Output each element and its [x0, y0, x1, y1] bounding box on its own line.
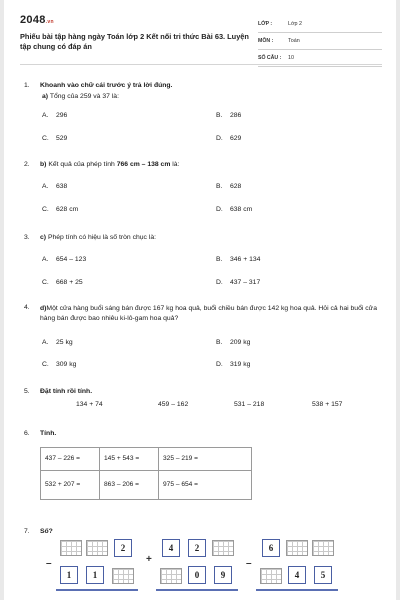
header-divider	[20, 64, 382, 65]
option-text: 629	[230, 135, 242, 142]
question-prompt	[40, 234, 380, 242]
calc-item: 531 – 218	[234, 401, 265, 408]
calc-table	[40, 447, 252, 500]
question-prompt	[40, 161, 380, 169]
sum-line	[256, 589, 338, 591]
grid-cell	[260, 568, 282, 584]
question-number: 7.	[24, 528, 30, 535]
option-text: 654 – 123	[56, 256, 87, 263]
option-label: B.	[216, 183, 223, 190]
option-label: D.	[216, 361, 223, 368]
meta-row-subject	[258, 35, 382, 50]
logo-suffix: .vn	[45, 19, 54, 25]
option-label: B.	[216, 256, 223, 263]
digit-box[interactable]: 1	[60, 566, 78, 584]
option-a[interactable]	[42, 256, 86, 264]
sub-text: Tổng của 259 và 37 là:	[49, 93, 119, 100]
table-cell[interactable]: 975 – 654 =	[159, 471, 252, 500]
grid-cell	[160, 568, 182, 584]
option-label: D.	[216, 206, 223, 213]
question-prompt: Đặt tính rồi tính.	[40, 388, 93, 395]
question-prompt	[40, 304, 380, 324]
option-text: 529	[56, 135, 68, 142]
meta-key: SỐ CÂU :	[258, 55, 282, 61]
meta-key: LỚP :	[258, 21, 273, 27]
option-text: 628	[230, 183, 242, 190]
question-number: 6.	[24, 430, 30, 437]
option-d[interactable]	[216, 279, 260, 287]
digit-box[interactable]: 6	[262, 539, 280, 557]
option-a[interactable]	[42, 339, 73, 347]
digit-box[interactable]: 5	[314, 566, 332, 584]
prompt-expression: 766 cm – 138 cm	[116, 161, 171, 168]
question-number: 4.	[24, 304, 30, 311]
digit-box[interactable]: 2	[188, 539, 206, 557]
question-sub	[42, 93, 119, 101]
operator-sign: –	[46, 558, 52, 569]
question-number: 2.	[24, 161, 30, 168]
option-c[interactable]	[42, 206, 78, 214]
option-label: A.	[42, 339, 49, 346]
option-label: B.	[216, 339, 223, 346]
calc-item: 459 – 162	[158, 401, 189, 408]
option-label: C.	[42, 361, 49, 368]
option-text: 25 kg	[56, 339, 73, 346]
option-b[interactable]	[216, 183, 241, 191]
table-cell[interactable]: 325 – 219 =	[159, 448, 252, 471]
option-label: C.	[42, 279, 49, 286]
grid-cell	[86, 540, 108, 556]
site-logo[interactable]	[20, 14, 54, 28]
meta-panel	[258, 18, 382, 69]
sub-label: c)	[40, 234, 47, 241]
question-prompt: Khoanh vào chữ cái trước ý trả lời đúng.	[40, 82, 173, 89]
option-label: A.	[42, 256, 49, 263]
calc-item: 134 + 74	[76, 401, 103, 408]
digit-box[interactable]: 2	[114, 539, 132, 557]
digit-box[interactable]: 0	[188, 566, 206, 584]
question-number: 5.	[24, 388, 30, 395]
option-text: 668 + 25	[56, 279, 83, 286]
meta-row-grade	[258, 18, 382, 33]
option-label: C.	[42, 206, 49, 213]
operator-sign: –	[246, 558, 252, 569]
option-text: 319 kg	[230, 361, 251, 368]
option-c[interactable]	[42, 135, 67, 143]
prompt-post: là:	[172, 161, 180, 168]
option-c[interactable]	[42, 279, 83, 287]
option-b[interactable]	[216, 112, 241, 120]
meta-key: MÔN :	[258, 38, 274, 44]
option-label: A.	[42, 183, 49, 190]
option-text: 346 + 134	[230, 256, 261, 263]
option-a[interactable]	[42, 112, 67, 120]
option-d[interactable]	[216, 361, 250, 369]
option-d[interactable]	[216, 206, 252, 214]
sum-line	[56, 589, 138, 591]
calc-item: 538 + 157	[312, 401, 343, 408]
option-text: 628 cm	[56, 206, 79, 213]
digit-box[interactable]: 1	[86, 566, 104, 584]
grid-cell	[112, 568, 134, 584]
option-text: 286	[230, 112, 242, 119]
meta-value: Toán	[288, 38, 300, 44]
worksheet-page	[4, 0, 396, 600]
option-text: 309 kg	[56, 361, 77, 368]
table-cell[interactable]: 863 – 206 =	[100, 471, 159, 500]
sub-label: d)	[40, 305, 47, 312]
option-label: D.	[216, 135, 223, 142]
digit-box[interactable]: 4	[162, 539, 180, 557]
worksheet-title: Phiếu bài tập hàng ngày Toán lớp 2 Kết nối tri thức Bài 63. Luyện tập chung có đáp án	[20, 32, 249, 51]
grid-cell	[60, 540, 82, 556]
grid-cell	[312, 540, 334, 556]
question-prompt: Tính.	[40, 430, 57, 437]
meta-value: 10	[288, 55, 294, 61]
sub-label: b)	[40, 161, 47, 168]
question-number: 1.	[24, 82, 30, 89]
sub-label: a)	[42, 93, 49, 100]
table-cell[interactable]: 532 + 207 =	[41, 471, 100, 500]
logo-main: 2048	[20, 14, 46, 26]
question-7	[24, 528, 384, 600]
question-number: 3.	[24, 234, 30, 241]
grid-cell	[286, 540, 308, 556]
digit-box[interactable]: 4	[288, 566, 306, 584]
table-cell[interactable]: 145 + 543 =	[100, 448, 159, 471]
table-row	[41, 448, 252, 471]
question-prompt: Số?	[40, 528, 53, 535]
option-text: 296	[56, 112, 68, 119]
grid-cell	[212, 540, 234, 556]
table-cell[interactable]: 437 – 226 =	[41, 448, 100, 471]
option-label: B.	[216, 112, 223, 119]
table-row	[41, 471, 252, 500]
prompt-text: Một cửa hàng buổi sáng bán được 167 kg hoa quả, buổi chiều bán được 142 kg hoa quả. Hỏi cả hai buổi cửa hàng bán được bao nhiêu ki-lô-gam hoa quả?	[40, 305, 377, 323]
prompt-text: Phép tính có hiệu là số tròn chục là:	[47, 234, 157, 241]
option-label: C.	[42, 135, 49, 142]
sum-line	[156, 589, 238, 591]
operator-sign: +	[146, 554, 152, 565]
option-d[interactable]	[216, 135, 241, 143]
option-b[interactable]	[216, 256, 260, 264]
option-text: 638	[56, 183, 68, 190]
option-b[interactable]	[216, 339, 250, 347]
option-label: D.	[216, 279, 223, 286]
option-c[interactable]	[42, 361, 76, 369]
worksheet-header	[20, 14, 382, 64]
option-label: A.	[42, 112, 49, 119]
option-a[interactable]	[42, 183, 67, 191]
digit-box[interactable]: 9	[214, 566, 232, 584]
option-text: 209 kg	[230, 339, 251, 346]
option-text: 437 – 317	[230, 279, 261, 286]
prompt-pre: Kết quả của phép tính	[48, 161, 115, 168]
meta-value: Lớp 2	[288, 21, 303, 27]
option-text: 638 cm	[230, 206, 253, 213]
